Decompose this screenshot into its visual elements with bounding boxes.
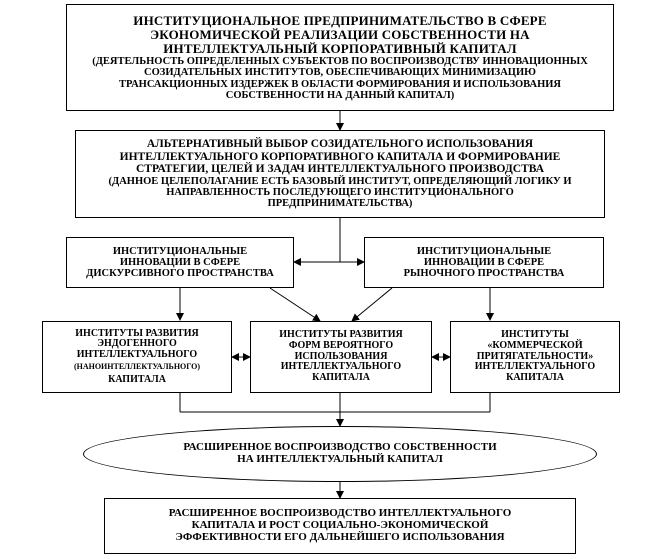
probable-line-2: ФОРМ ВЕРОЯТНОГО bbox=[288, 339, 394, 351]
right-innov-line-2: ИННОВАЦИИ В СФЕРЕ bbox=[423, 256, 545, 268]
box1-title-line-2: ЭКОНОМИЧЕСКОЙ РЕАЛИЗАЦИИ СОБСТВЕННОСТИ НА bbox=[150, 26, 530, 42]
box1-note-line-1: (ДЕЯТЕЛЬНОСТЬ ОПРЕДЕЛЕННЫХ СУБЪЕКТОВ ПО ВОСПРОИЗВОДСТВУ ИННОВАЦИОННЫХ bbox=[92, 55, 588, 67]
box-discursive-innovations bbox=[66, 237, 294, 288]
left-innov-line-3: ДИСКУРСИВНОГО ПРОСТРАНСТВА bbox=[86, 268, 274, 280]
box2-title-line-1: АЛЬТЕРНАТИВНЫЙ ВЫБОР СОЗИДАТЕЛЬНОГО ИСПОЛЬЗОВАНИЯ bbox=[146, 138, 534, 151]
final-line-3: ЭФФЕКТИВНОСТИ ЕГО ДАЛЬНЕЙШЕГО ИСПОЛЬЗОВАНИЯ bbox=[175, 530, 505, 543]
endogenous-line-2: ЭНДОГЕННОГО bbox=[97, 338, 177, 350]
final-line-2: КАПИТАЛА И РОСТ СОЦИАЛЬНО-ЭКОНОМИЧЕСКОЙ bbox=[191, 519, 489, 532]
probable-line-5: КАПИТАЛА bbox=[312, 372, 370, 384]
endogenous-line-5: КАПИТАЛА bbox=[108, 373, 166, 385]
box-probable-use bbox=[250, 321, 432, 393]
box-market-innovations bbox=[364, 237, 604, 288]
endogenous-line-3: ИНТЕЛЛЕКТУАЛЬНОГО bbox=[76, 349, 198, 361]
box1-note-line-2: СОЗИДАТЕЛЬНЫХ ИНСТИТУТОВ, ОБЕСПЕЧИВАЮЩИХ МИНИМИЗАЦИЮ bbox=[144, 67, 536, 79]
right-innov-line-1: ИНСТИТУЦИОНАЛЬНЫЕ bbox=[416, 245, 552, 257]
probable-line-3: ИСПОЛЬЗОВАНИЯ bbox=[294, 350, 388, 362]
box2-title-line-2: ИНТЕЛЛЕКТУАЛЬНОГО КОРПОРАТИВНОГО КАПИТАЛА И ФОРМИРОВАНИЕ bbox=[119, 150, 561, 163]
arrow-right-innov-to-probable bbox=[352, 288, 392, 321]
ellipse-expanded-reproduction-property bbox=[83, 426, 597, 482]
box1-title-line-1: ИНСТИТУЦИОНАЛЬНОЕ ПРЕДПРИНИМАТЕЛЬСТВО В СФЕРЕ bbox=[133, 12, 547, 28]
ellipse-line-1: РАСШИРЕННОЕ ВОСПРОИЗВОДСТВО СОБСТВЕННОСТИ bbox=[183, 441, 497, 454]
box2-note-line-1: (ДАННОЕ ЦЕЛЕПОЛАГАНИЕ ЕСТЬ БАЗОВЫЙ ИНСТИТУТ, ОПРЕДЕЛЯЮЩИЙ ЛОГИКУ И bbox=[108, 175, 572, 187]
commercial-line-5: КАПИТАЛА bbox=[506, 372, 564, 384]
box1-note-line-4: СОБСТВЕННОСТИ НА ДАННЫЙ КАПИТАЛ) bbox=[225, 89, 455, 101]
final-line-1: РАСШИРЕННОЕ ВОСПРОИЗВОДСТВО ИНТЕЛЛЕКТУАЛЬНОГО bbox=[168, 507, 512, 520]
probable-line-1: ИНСТИТУТЫ РАЗВИТИЯ bbox=[279, 329, 403, 340]
right-innov-line-3: РЫНОЧНОГО ПРОСТРАНСТВА bbox=[403, 268, 565, 280]
box-endogenous-capital bbox=[42, 321, 232, 393]
arrow-left-innov-to-probable bbox=[270, 288, 320, 321]
commercial-line-4: ИНТЕЛЛЕКТУАЛЬНОГО bbox=[474, 361, 596, 373]
commercial-line-1: ИНСТИТУТЫ bbox=[501, 329, 569, 340]
box2-note-line-2: НАПРАВЛЕННОСТЬ ПОСЛЕДУЮЩЕГО ИНСТИТУЦИОНАЛЬНОГО bbox=[166, 186, 514, 198]
probable-line-4: ИНТЕЛЛЕКТУАЛЬНОГО bbox=[280, 361, 402, 373]
box1-note-line-3: ТРАНСАКЦИОННЫХ ИЗДЕРЖЕК В ОБЛАСТИ ФОРМИРОВАНИЯ И ИСПОЛЬЗОВАНИЯ bbox=[119, 78, 561, 90]
commercial-line-3: ПРИТЯГАТЕЛЬНОСТИ» bbox=[476, 350, 594, 362]
commercial-line-2: «КОММЕРЧЕСКОЙ bbox=[487, 339, 583, 351]
box-commercial-attractiveness bbox=[450, 321, 620, 393]
left-innov-line-2: ИННОВАЦИИ В СФЕРЕ bbox=[119, 256, 241, 268]
box1-title-line-3: ИНТЕЛЛЕКТУАЛЬНЫЙ КОРПОРАТИВНЫЙ КАПИТАЛ bbox=[163, 40, 517, 56]
left-innov-line-1: ИНСТИТУЦИОНАЛЬНЫЕ bbox=[112, 245, 248, 257]
box-expanded-reproduction-capital bbox=[104, 498, 576, 554]
ellipse-line-2: НА ИНТЕЛЛЕКТУАЛЬНЫЙ КАПИТАЛ bbox=[237, 453, 443, 465]
box2-title-line-3: СТРАТЕГИИ, ЦЕЛЕЙ И ЗАДАЧ ИНТЕЛЛЕКТУАЛЬНОГО ПРОИЗВОДСТВА bbox=[135, 163, 545, 176]
endogenous-line-1: ИНСТИТУТЫ РАЗВИТИЯ bbox=[75, 327, 199, 339]
box-institutional-entrepreneurship bbox=[66, 4, 614, 111]
box2-note-line-3: ПРЕДПРИНИМАТЕЛЬСТВА) bbox=[267, 198, 413, 210]
box-alternative-choice bbox=[75, 130, 605, 218]
endogenous-line-4: (НАНОИНТЕЛЛЕКТУАЛЬНОГО) bbox=[73, 361, 201, 371]
